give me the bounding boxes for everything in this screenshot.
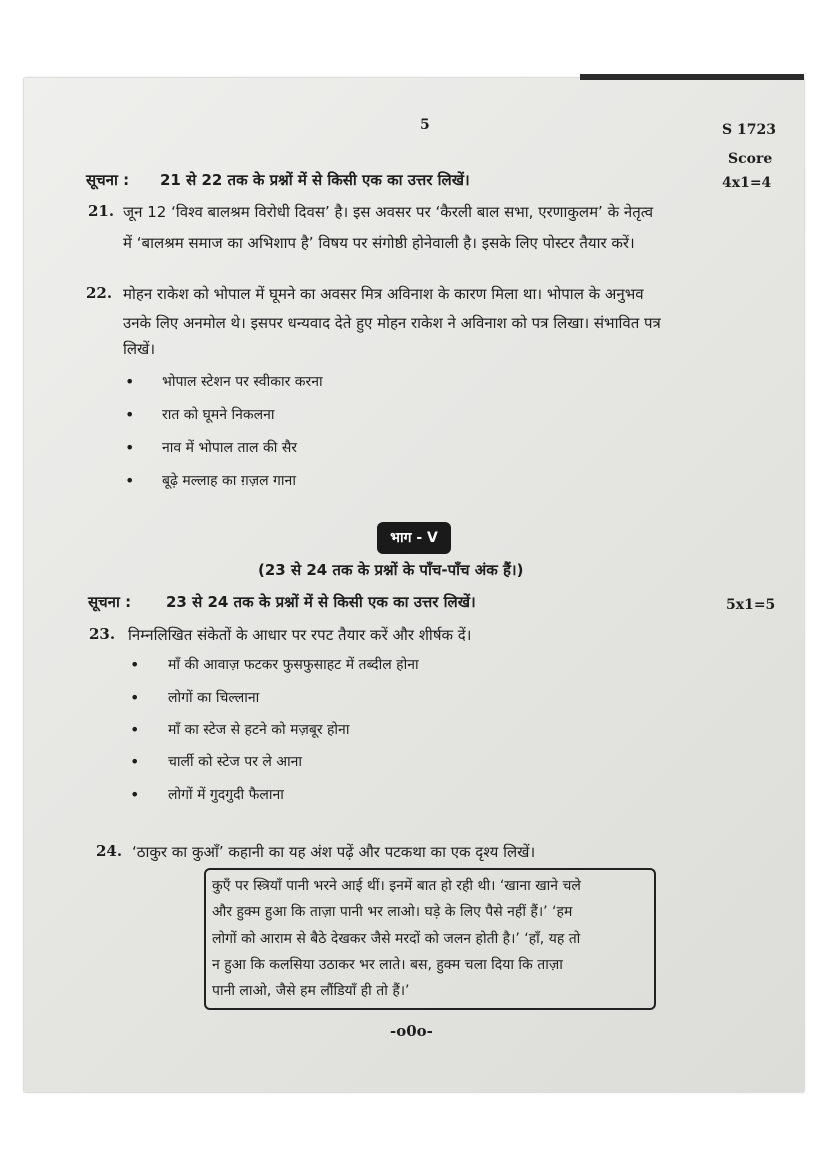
instruction-text: 23 से 24 तक के प्रश्नों में से किसी एक का उत्तर लिखें। — [166, 593, 476, 611]
bullet-icon: • — [130, 720, 140, 739]
q24-text: ‘ठाकुर का कुआँ’ कहानी का यह अंश पढ़ें और पटकथा का एक दृश्य लिखें। — [132, 843, 536, 861]
q22-line3: लिखें। — [123, 340, 156, 358]
instruction-text: 21 से 22 तक के प्रश्नों में से किसी एक का उत्तर लिखें। — [160, 171, 470, 189]
q23-text: निम्नलिखित संकेतों के आधार पर रपट तैयार करें और शीर्षक दें। — [128, 626, 472, 644]
end-mark: -o0o- — [390, 1022, 433, 1040]
scan-edge — [580, 74, 804, 80]
passage-line: पानी लाओ, जैसे हम लौंडियाँ ही तो हैं।’ — [212, 983, 410, 999]
bullet-icon: • — [130, 688, 140, 707]
q22-point: भोपाल स्टेशन पर स्वीकार करना — [162, 374, 323, 390]
score-label: Score — [728, 151, 773, 167]
bullet-icon: • — [130, 655, 140, 674]
marks-section1: 4x1=4 — [722, 175, 772, 191]
part-title-badge: भाग - V — [377, 522, 451, 554]
bullet-icon: • — [125, 471, 135, 490]
bullet-icon: • — [125, 438, 135, 457]
passage-line: न हुआ कि कलसिया उठाकर भर लाते। बस, हुक्म चला दिया कि ताज़ा — [212, 957, 563, 973]
marks-part5: 5x1=5 — [726, 597, 776, 613]
q22-line2: उनके लिए अनमोल थे। इसपर धन्यवाद देते हुए मोहन राकेश ने अविनाश को पत्र लिखा। संभावित पत्र — [123, 314, 661, 332]
q23-point: माँ का स्टेज से हटने को मज़बूर होना — [168, 722, 350, 738]
page-number: 5 — [420, 117, 430, 133]
question-number-22: 22. — [86, 284, 113, 302]
q21-line1: जून 12 ‘विश्व बालश्रम विरोधी दिवस’ है। इस अवसर पर ‘कैरली बाल सभा, एरणाकुलम’ के नेतृत्व — [123, 203, 654, 221]
bullet-icon: • — [125, 405, 135, 424]
question-number-24: 24. — [96, 842, 123, 860]
passage-line: और हुक्म हुआ कि ताज़ा पानी भर लाओ। घड़े के लिए पैसे नहीं हैं।’ ‘हम — [212, 904, 573, 920]
passage-line: कुएँ पर स्त्रियाँ पानी भरने आई थीं। इनमें बात हो रही थी। ‘खाना खाने चले — [212, 878, 581, 894]
q23-point: लोगों का चिल्लाना — [168, 690, 260, 706]
passage-line: लोगों को आराम से बैठे देखकर जैसे मरदों को जलन होती है।’ ‘हाँ, यह तो — [212, 931, 581, 947]
question-number-21: 21. — [88, 202, 115, 220]
q23-point: चार्ली को स्टेज पर ले आना — [168, 754, 303, 770]
bullet-icon: • — [125, 372, 135, 391]
instruction-label: सूचना : — [88, 593, 132, 611]
instruction-label: सूचना : — [86, 171, 130, 189]
q22-point: रात को घूमने निकलना — [162, 407, 275, 423]
q23-point: माँ की आवाज़ फटकर फुसफुसाहट में तब्दील होना — [168, 657, 419, 673]
bullet-icon: • — [130, 752, 140, 771]
q22-point: नाव में भोपाल ताल की सैर — [162, 440, 298, 456]
bullet-icon: • — [130, 785, 140, 804]
question-number-23: 23. — [89, 625, 116, 643]
part-subtitle: (23 से 24 तक के प्रश्नों के पाँच-पाँच अंक हैं।) — [258, 561, 524, 579]
q23-point: लोगों में गुदगुदी फैलाना — [168, 787, 284, 803]
paper-code: S 1723 — [722, 122, 776, 138]
q22-line1: मोहन राकेश को भोपाल में घूमने का अवसर मित्र अविनाश के कारण मिला था। भोपाल के अनुभव — [123, 285, 644, 303]
q21-line2: में ‘बालश्रम समाज का अभिशाप है’ विषय पर संगोष्ठी होनेवाली है। इसके लिए पोस्टर तैयार करें। — [123, 234, 635, 252]
q22-point: बूढ़े मल्लाह का ग़ज़ल गाना — [162, 473, 296, 489]
